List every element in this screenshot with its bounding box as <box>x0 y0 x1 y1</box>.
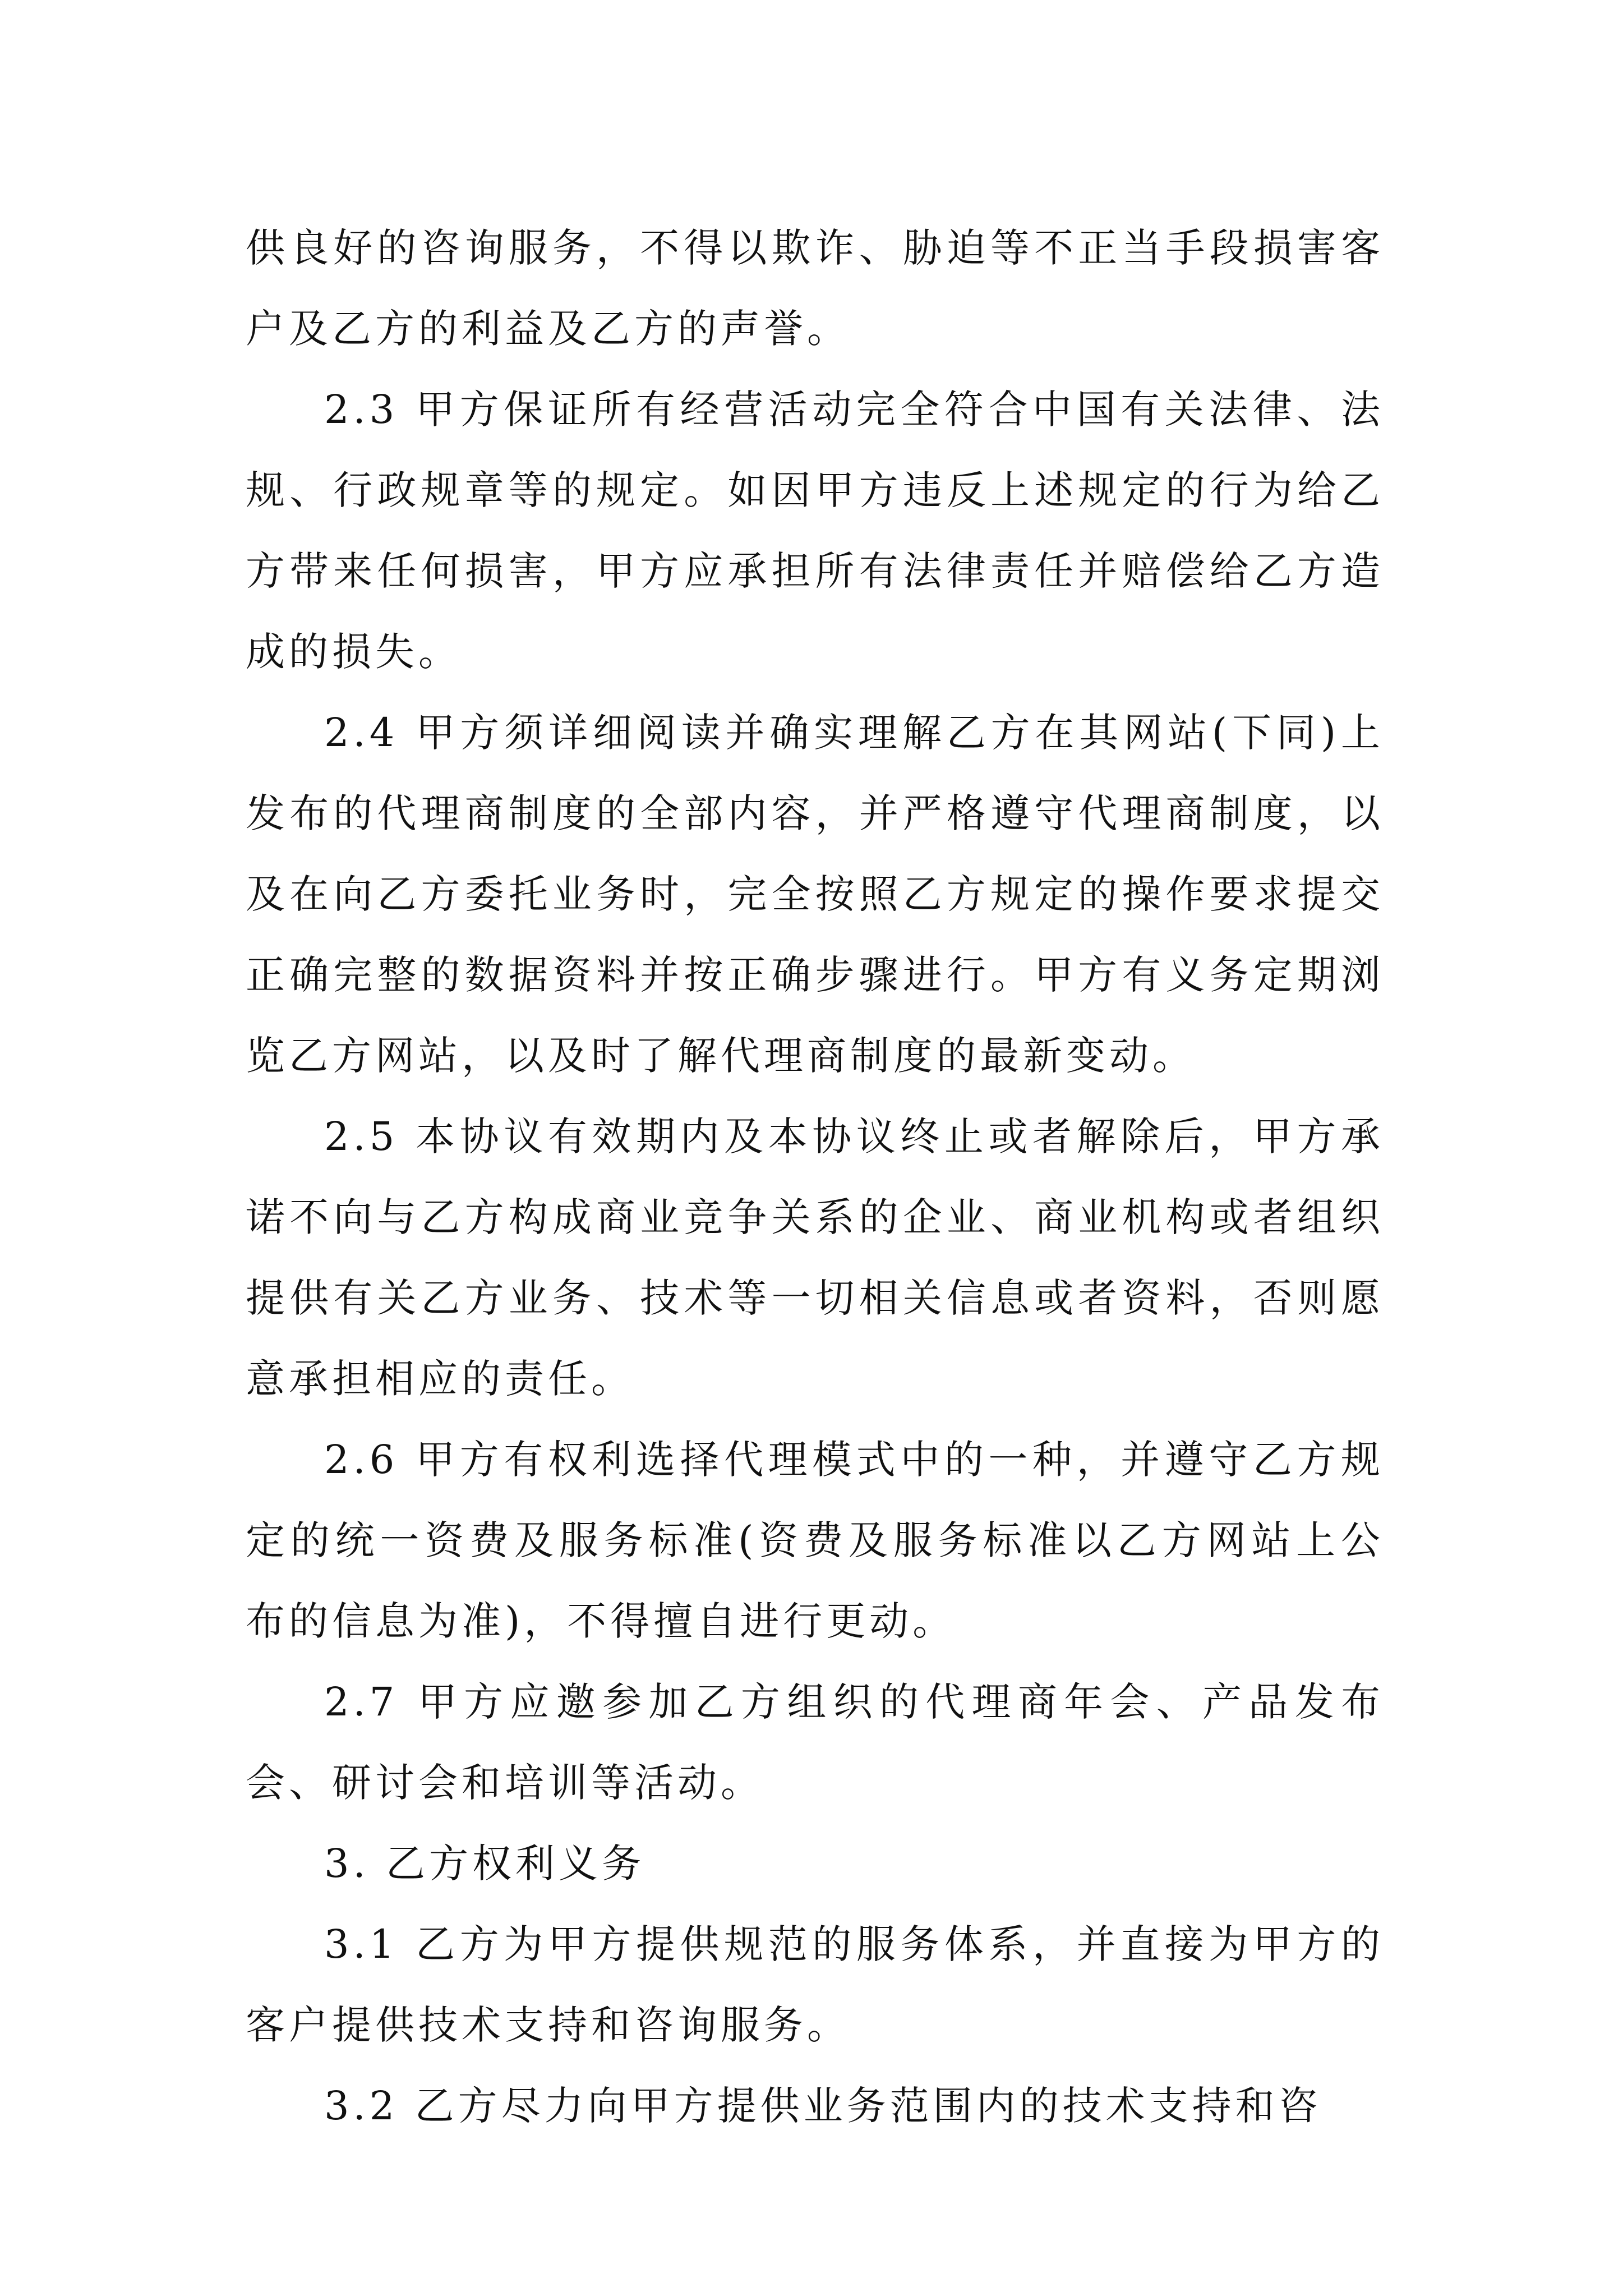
paragraph-3-1: 3.1 乙方为甲方提供规范的服务体系，并直接为甲方的客户提供技术支持和咨询服务。 <box>246 1921 1384 2048</box>
paragraph-2-7: 2.7 甲方应邀参加乙方组织的代理商年会、产品发布会、研讨会和培训等活动。 <box>246 1679 1384 1806</box>
paragraph-continuation: 供良好的咨询服务，不得以欺诈、胁迫等不正当手段损害客户及乙方的利益及乙方的声誉。 <box>246 225 1384 352</box>
paragraph-3-2: 3.2 乙方尽力向甲方提供业务范围内的技术支持和咨 <box>324 2083 1322 2129</box>
paragraph-2-6: 2.6 甲方有权利选择代理模式中的一种，并遵守乙方规定的统一资费及服务标准(资费及服务标准以乙方网站上公布的信息为准)，不得擅自进行更动。 <box>246 1437 1384 1644</box>
paragraph-2-3: 2.3 甲方保证所有经营活动完全符合中国有关法律、法规、行政规章等的规定。如因甲方违反上述规定的行为给乙方带来任何损害，甲方应承担所有法律责任并赔偿给乙方造成的损失。 <box>246 386 1384 675</box>
paragraph-2-5: 2.5 本协议有效期内及本协议终止或者解除后，甲方承诺不向与乙方构成商业竞争关系的企业、商业机构或者组织提供有关乙方业务、技术等一切相关信息或者资料，否则愿意承担相应的责任。 <box>246 1114 1384 1402</box>
paragraph-2-4: 2.4 甲方须详细阅读并确实理解乙方在其网站(下同)上发布的代理商制度的全部内容，并严格遵守代理商制度，以及在向乙方委托业务时，完全按照乙方规定的操作要求提交正确完整的数据资料并按正确步骤进行。甲方有义务定期浏览乙方网站，以及时了解代理商制度的最新变动。 <box>246 710 1384 1079</box>
section-heading-3: 3. 乙方权利义务 <box>324 1841 645 1887</box>
document-body <box>246 208 1384 2146</box>
